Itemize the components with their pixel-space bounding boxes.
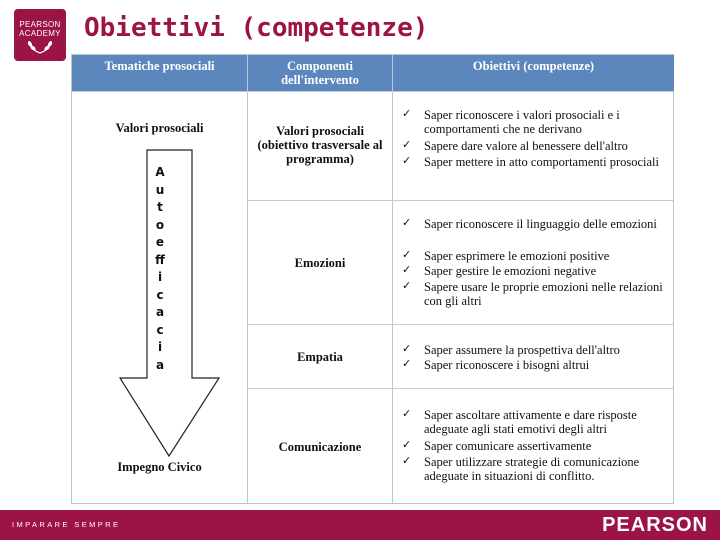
grid-line [248, 388, 673, 389]
grid-line [248, 200, 673, 201]
arrow-letter: a [155, 305, 165, 319]
arrow-letter: A [155, 165, 165, 179]
component-comunicazione: Comunicazione [278, 440, 362, 454]
slide-title: Obiettivi (competenze) [84, 13, 429, 43]
objective-item: Saper gestire le emozioni negative [424, 264, 597, 278]
objective-item: Saper esprimere le emozioni positive [424, 249, 610, 263]
objective-item: Saper riconoscere il linguaggio delle emozioni [424, 217, 657, 231]
header-tematiche: Tematiche prosociali [72, 55, 247, 91]
objective-item: Saper ascoltare attivamente e dare risposte adeguate agli stati emotivi degli altri [424, 408, 637, 436]
check-icon: ✓ [402, 342, 412, 355]
component-empatia: Empatia [297, 350, 343, 364]
check-icon: ✓ [402, 279, 412, 292]
laurel-icon [24, 38, 56, 54]
objective-item: Sapere dare valore al benessere dell'altro [424, 139, 628, 153]
footer-brand: PEARSON [602, 514, 708, 536]
check-icon: ✓ [402, 107, 412, 120]
arrow-letter: t [157, 200, 163, 214]
check-icon: ✓ [402, 154, 412, 167]
component-valori: Valori prosociali (obiettivo trasversale al programma) [257, 124, 383, 166]
check-icon: ✓ [402, 407, 412, 420]
objective-item: Saper riconoscere i bisogni altrui [424, 358, 590, 372]
grid-line [72, 91, 673, 92]
arrow-letter: i [157, 270, 163, 284]
arrow-letter: c [156, 322, 164, 337]
objective-item: Saper assumere la prospettiva dell'altro [424, 343, 620, 357]
logo-line-1: PEARSON [19, 20, 61, 29]
header-obiettivi: Obiettivi (competenze) [393, 55, 674, 91]
left-top-label: Valori prosociali [115, 121, 204, 135]
check-icon: ✓ [402, 357, 412, 370]
objective-item: Sapere usare le proprie emozioni nelle relazioni con gli altri [424, 280, 663, 308]
check-icon: ✓ [402, 248, 412, 261]
objective-item: Saper mettere in atto comportamenti prosociali [424, 155, 659, 169]
footer-bar [0, 510, 720, 540]
objective-item: Saper utilizzare strategie di comunicazione adeguate in situazioni di conflitto. [424, 455, 640, 483]
grid-line [248, 324, 673, 325]
check-icon: ✓ [402, 216, 412, 229]
arrow-letter: a [155, 357, 165, 372]
pearson-academy-logo [14, 9, 66, 61]
logo-line-2: ACADEMY [19, 29, 61, 38]
objective-item: Saper riconoscere i valori prosociali e i comportamenti che ne derivano [424, 108, 620, 136]
check-icon: ✓ [402, 438, 412, 451]
check-icon: ✓ [402, 454, 412, 467]
arrow-letter: u [155, 182, 165, 197]
check-icon: ✓ [402, 263, 412, 276]
arrow-letter: o [155, 217, 165, 232]
left-bottom-label: Impegno Civico [117, 460, 202, 474]
arrow-letter: e [155, 235, 165, 249]
grid-line [392, 55, 393, 503]
objective-item: Saper comunicare assertivamente [424, 439, 592, 453]
arrow-letter: c [156, 287, 164, 302]
objectives-table [71, 54, 674, 504]
arrow-letter: ff [155, 252, 165, 267]
header-componenti: Componenti dell'intervento [248, 55, 392, 91]
autoefficacia-vertical-text [140, 165, 180, 375]
arrow-letter: i [157, 340, 163, 354]
check-icon: ✓ [402, 138, 412, 151]
footer-tagline: IMPARARE SEMPRE [12, 520, 121, 529]
grid-line [247, 55, 248, 503]
component-emozioni: Emozioni [294, 256, 346, 270]
